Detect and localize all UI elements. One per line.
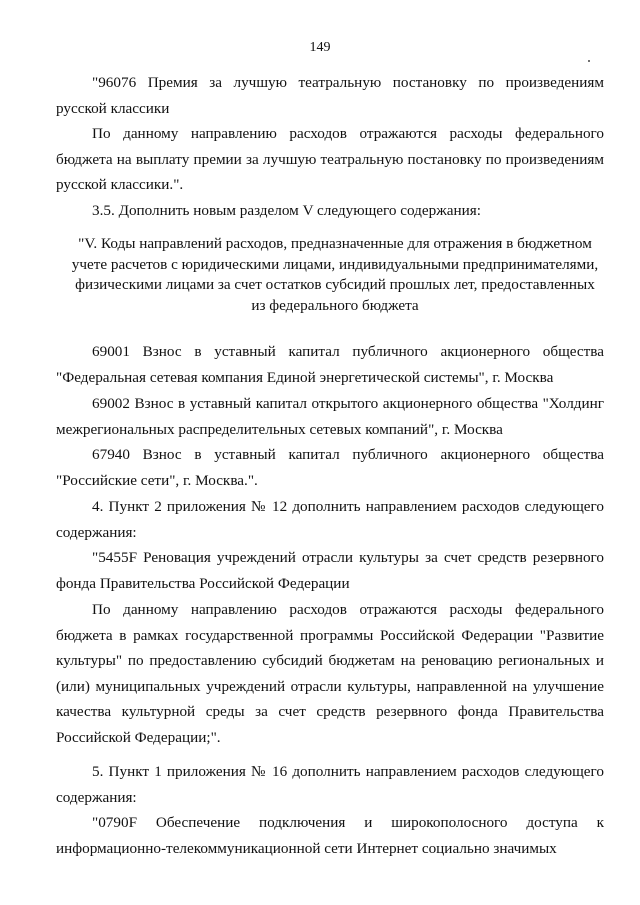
paragraph-item-4: 4. Пункт 2 приложения № 12 дополнить направлением расходов следующего содержания: — [56, 498, 604, 541]
paragraph-code-67940: 67940 Взнос в уставный капитал публичного акционерного общества "Российские сети", г. Москва.". — [56, 446, 604, 489]
paragraph-premium-code: "96076 Премия за лучшую театральную постановку по произведениям русской классики — [56, 74, 604, 117]
paragraph-code-5455f: "5455F Реновация учреждений отрасли культуры за счет средств резервного фонда Правительства Российской Федерации — [56, 549, 604, 592]
paragraph-code-69002: 69002 Взнос в уставный капитал открытого акционерного общества "Холдинг межрегиональных распределительных сетевых компаний", г. Москва — [56, 395, 604, 438]
page-number: 149 — [309, 40, 331, 55]
paragraph-code-0790f: "0790F Обеспечение подключения и широкополосного доступа к информационно-телекоммуникационной сети Интернет социально значимых — [56, 814, 604, 857]
paragraph-5455f-description: По данному направлению расходов отражаются расходы федерального бюджета в рамках государственной программы Российской Федерации "Развитие культуры" по предоставлению субсидий бюджетам на реновацию региональных и (или) муниципальных учреждений отрасли культуры, направленной на улучшение качества культурной среды за счет средств резервного фонда Правительства Российской Федерации;". — [56, 601, 604, 746]
paragraph-premium-description: По данному направлению расходов отражаются расходы федерального бюджета на выплату премии за лучшую театральную постановку по произведениям русской классики.". — [56, 125, 604, 193]
paragraph-add-section: 3.5. Дополнить новым разделом V следующего содержания: — [92, 202, 481, 219]
scan-speck — [588, 60, 590, 62]
section-heading: "V. Коды направлений расходов, предназначенные для отражения в бюджетном учете расчетов с юридическими лицами, индивидуальными предпринимателями, физическими лицами за счет остатков субсидий прошлых лет, предоставленных из федерального бюджета — [71, 235, 599, 314]
paragraph-item-5: 5. Пункт 1 приложения № 16 дополнить направлением расходов следующего содержания: — [56, 763, 604, 806]
paragraph-code-69001: 69001 Взнос в уставный капитал публичного акционерного общества "Федеральная сетевая компания Единой энергетической системы", г. Москва — [56, 343, 604, 386]
